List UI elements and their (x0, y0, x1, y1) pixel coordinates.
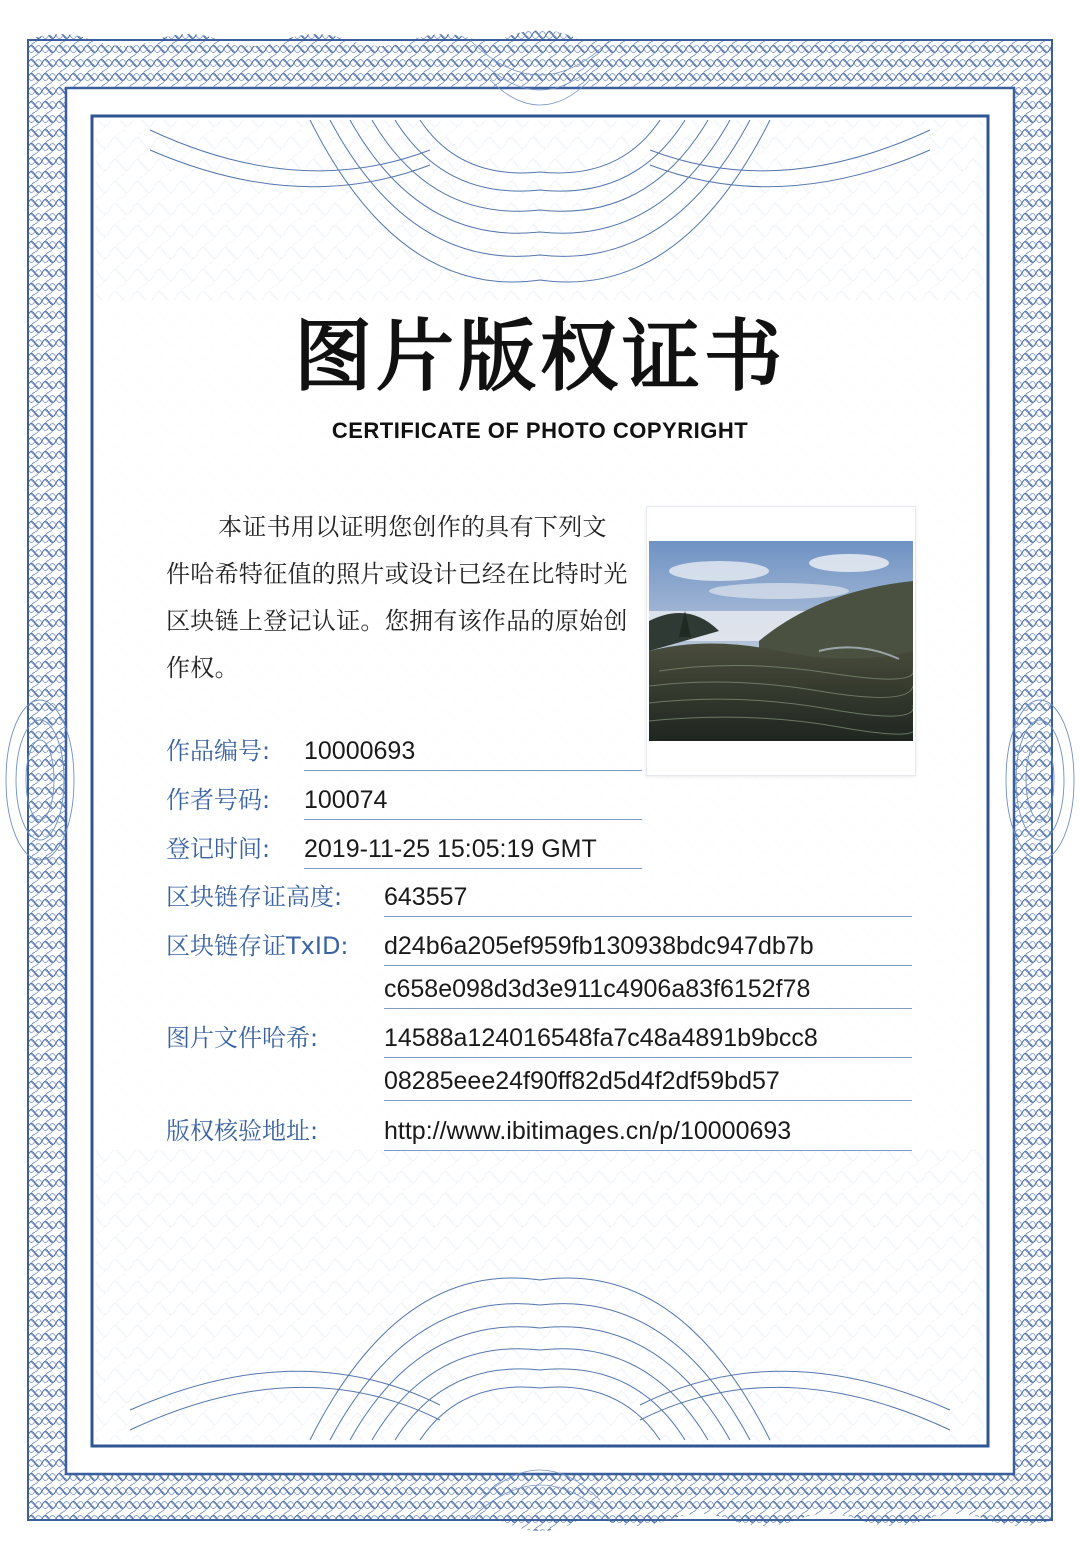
certificate-subtitle: CERTIFICATE OF PHOTO COPYRIGHT (331, 418, 749, 443)
certificate-title: 图片版权证书 (293, 312, 786, 402)
author-id-label: 作者号码: (166, 786, 271, 814)
register-time-value: 2019-11-25 15:05:19 GMT (304, 834, 642, 869)
txid-label: 区块链存证TxID: (166, 932, 349, 960)
verify-url-label: 版权核验地址: (166, 1117, 319, 1145)
author-id-value: 100074 (304, 785, 642, 820)
work-id-label: 作品编号: (166, 737, 271, 765)
landscape-photo (649, 541, 913, 741)
txid-value-line2: c658e098d3d3e911c4906a83f6152f78 (384, 974, 912, 1009)
work-id-value: 10000693 (304, 736, 642, 771)
block-height-value: 643557 (384, 882, 912, 917)
photo-card (646, 506, 916, 776)
file-hash-value-line1: 14588a124016548fa7c48a4891b9bcc8 (384, 1023, 912, 1058)
file-hash-label: 图片文件哈希: (166, 1024, 319, 1052)
verify-url-link[interactable]: http://www.ibitimages.cn/p/10000693 (384, 1116, 912, 1151)
block-height-label: 区块链存证高度: (166, 883, 343, 911)
file-hash-value-line2: 08285eee24f90ff82d5d4f2df59bd57 (384, 1066, 912, 1101)
certificate-intro: 本证书用以证明您创作的具有下列文件哈希特征值的照片或设计已经在比特时光区块链上登记认证。您拥有该作品的原始创作权。 (166, 513, 628, 682)
register-time-label: 登记时间: (166, 835, 271, 863)
txid-value-line1: d24b6a205ef959fb130938bdc947db7b (384, 931, 912, 966)
